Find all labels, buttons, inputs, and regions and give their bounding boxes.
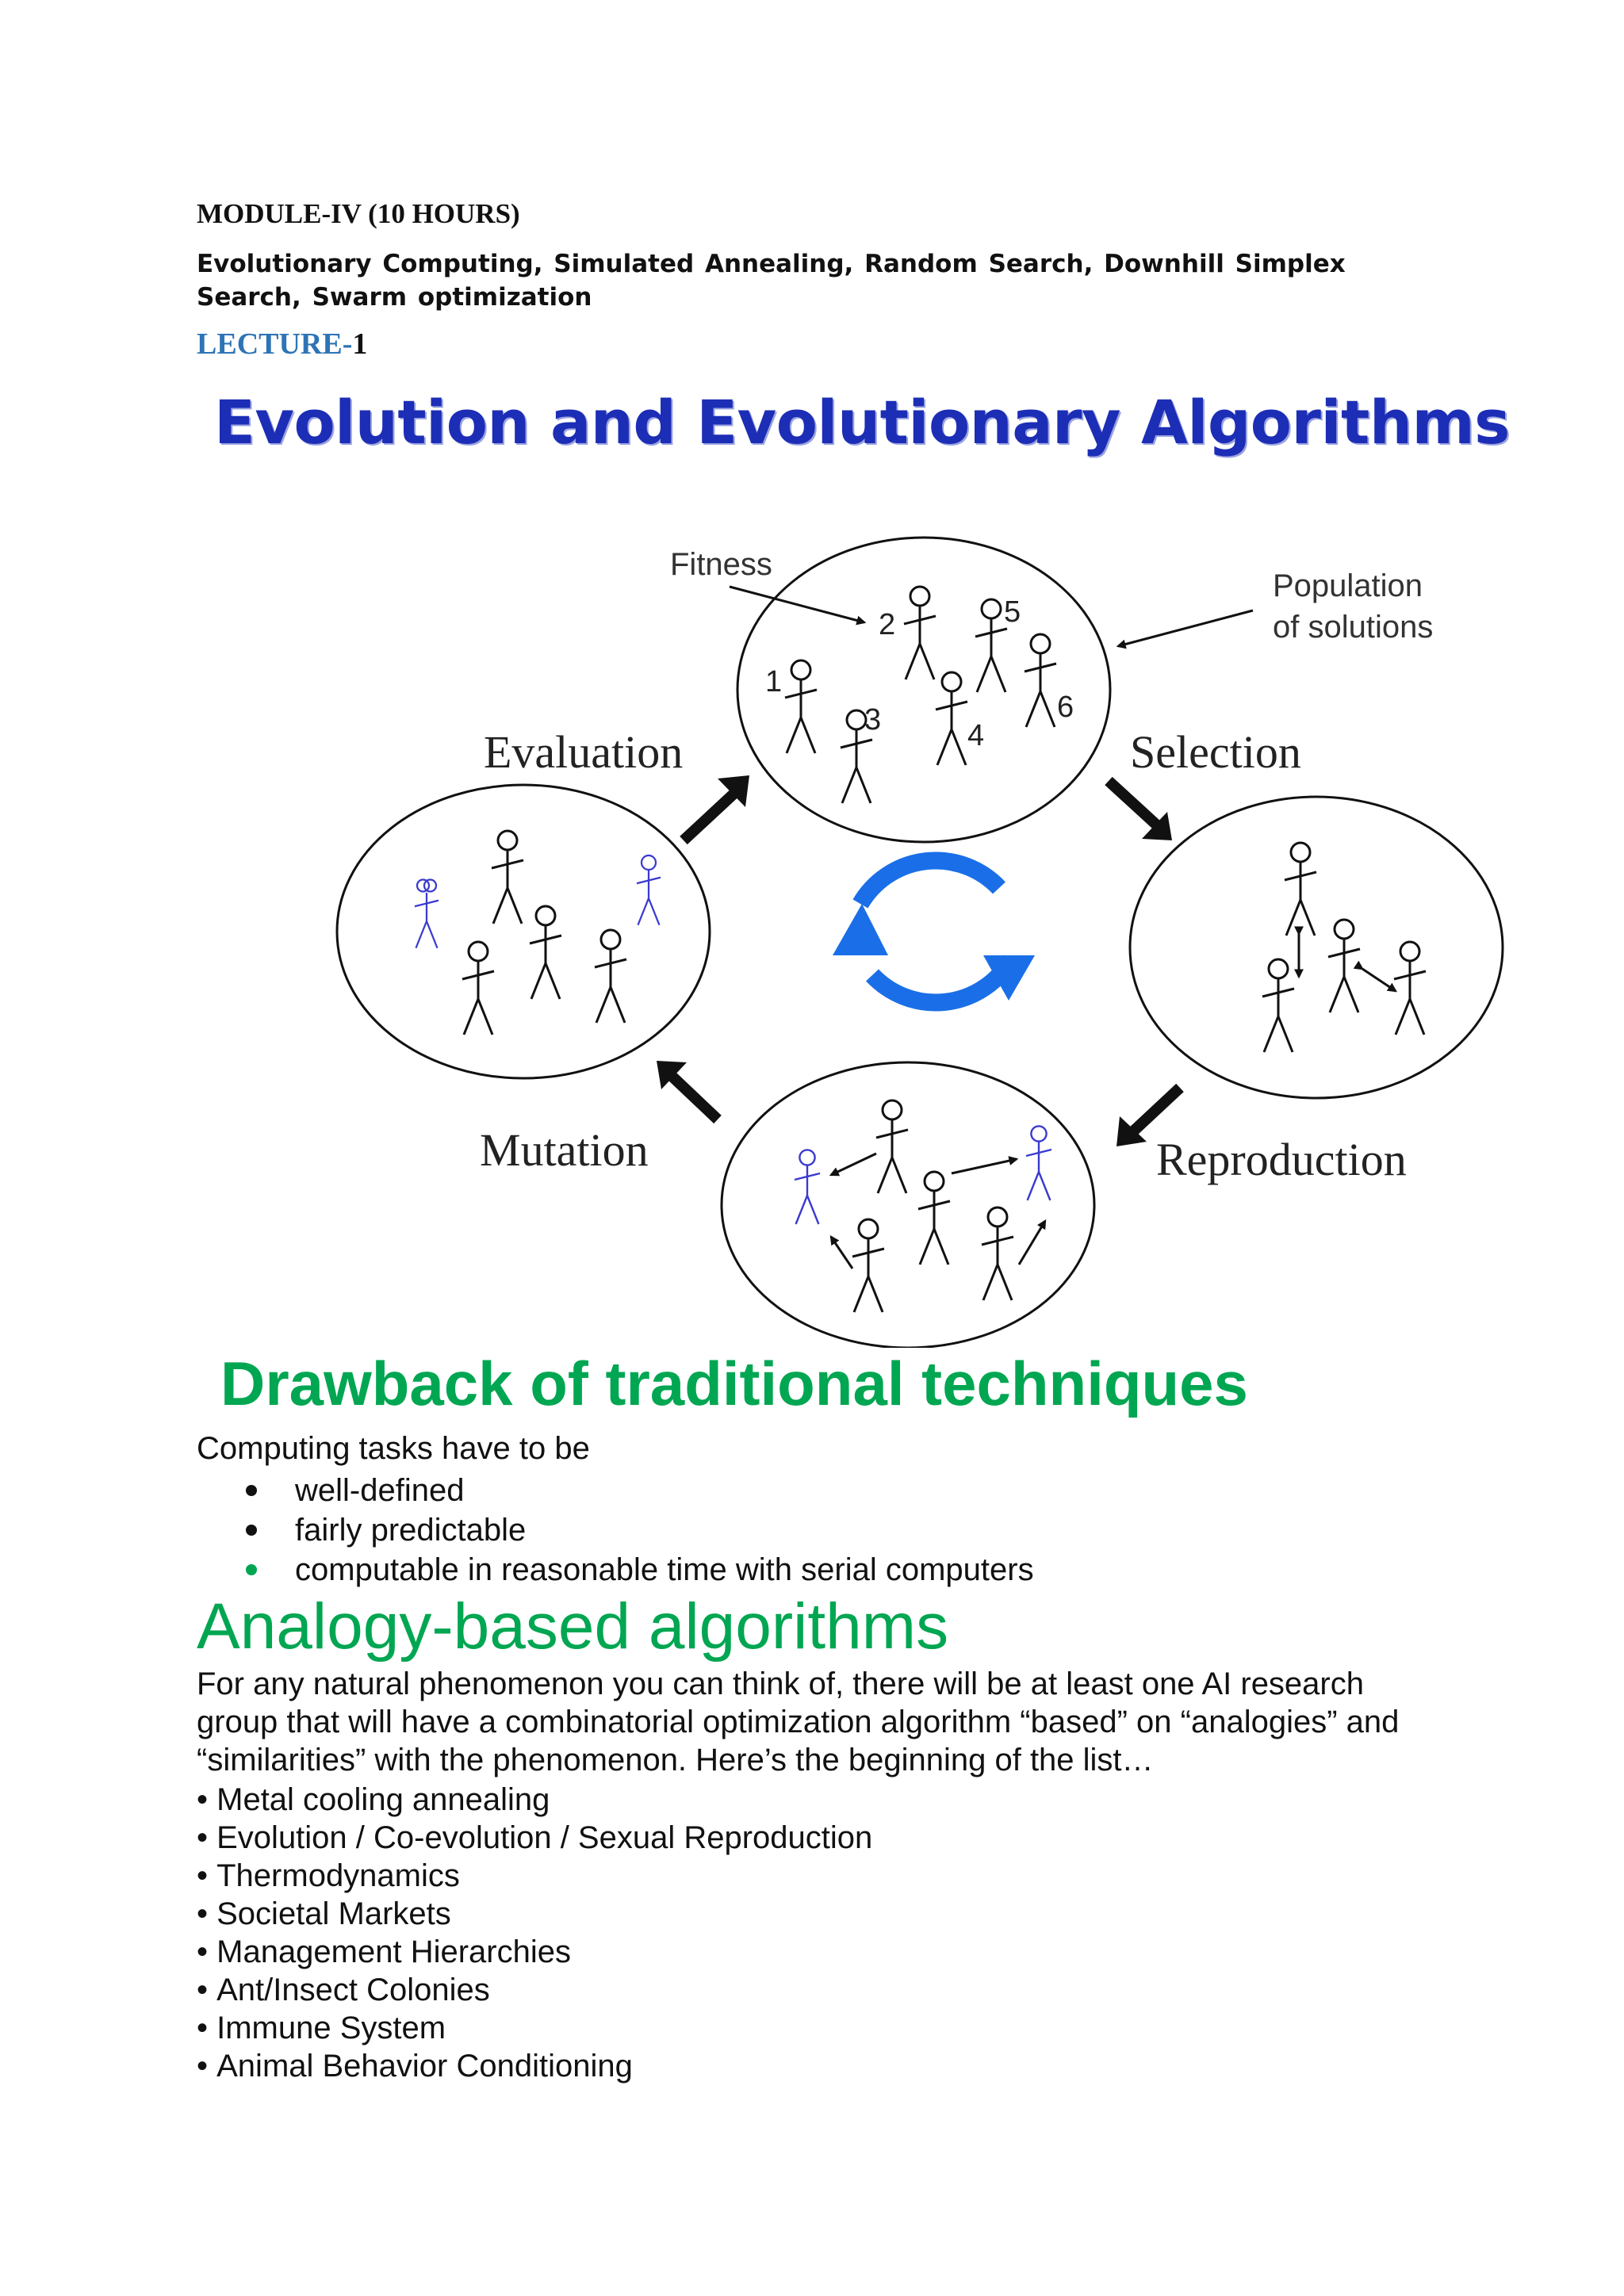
fitness-pointer-arrow bbox=[730, 587, 864, 622]
main-title: Evolution and Evolutionary Algorithms bbox=[214, 387, 1510, 457]
drawback-intro: Computing tasks have to be bbox=[197, 1431, 590, 1466]
stick-figure bbox=[918, 1172, 950, 1265]
evaluation-to-population-arrow bbox=[684, 775, 749, 840]
analogy-heading: Analogy-based algorithms bbox=[197, 1590, 949, 1663]
stick-figure bbox=[1328, 920, 1360, 1012]
list-item: • Animal Behavior Conditioning bbox=[197, 2047, 872, 2085]
population-to-selection-arrow bbox=[1109, 781, 1172, 840]
list-item: • Immune System bbox=[197, 2009, 872, 2047]
evaluation-label: Evaluation bbox=[484, 726, 684, 778]
stick-figure bbox=[1025, 634, 1056, 727]
fitness-label: Fitness bbox=[670, 547, 772, 582]
stick-figure bbox=[415, 880, 439, 948]
list-item: • Thermodynamics bbox=[197, 1857, 872, 1895]
bullet-icon bbox=[246, 1564, 257, 1575]
lecture-number: 1 bbox=[352, 327, 368, 361]
analogy-paragraph: For any natural phenomenon you can think of, there will be at least one AI research group that will have a combinatorial optimization algorithm “based” on “analogies” and “similarities” with the phenomenon. Here’s the beginning of the list… bbox=[197, 1667, 1400, 1777]
individual-number: 2 bbox=[879, 608, 896, 641]
evolution-cycle-diagram bbox=[0, 507, 1624, 1348]
stick-figure bbox=[1262, 959, 1294, 1052]
list-item: • Ant/Insect Colonies bbox=[197, 1971, 872, 2009]
stick-figure bbox=[876, 1100, 908, 1193]
drawback-list bbox=[246, 1471, 1034, 1590]
stick-figure bbox=[936, 672, 967, 765]
offspring-arrow bbox=[831, 1154, 876, 1175]
mutation-individuals bbox=[462, 831, 626, 1035]
selection-individuals bbox=[1262, 843, 1426, 1052]
reproduction-to-mutation-arrow bbox=[657, 1061, 718, 1119]
stick-figure bbox=[595, 930, 626, 1023]
mutation-ellipse bbox=[337, 785, 710, 1078]
stick-figure bbox=[904, 587, 936, 679]
stick-figure bbox=[492, 831, 523, 924]
list-item bbox=[246, 1510, 1034, 1550]
list-item bbox=[246, 1471, 1034, 1510]
individual-number: 1 bbox=[765, 665, 783, 698]
population-label-line2: of solutions bbox=[1273, 610, 1434, 645]
offspring-arrow bbox=[1019, 1221, 1045, 1265]
stick-figure bbox=[1026, 1126, 1051, 1200]
population-ellipse bbox=[737, 538, 1110, 842]
stick-figure bbox=[637, 855, 661, 925]
offspring-arrow bbox=[831, 1237, 852, 1269]
analogy-list bbox=[197, 1781, 872, 2085]
stick-figure bbox=[795, 1150, 820, 1224]
stick-figure bbox=[852, 1219, 884, 1312]
cycle-arrows-icon bbox=[833, 860, 1043, 1002]
stick-figure bbox=[975, 599, 1007, 692]
list-item-text: well-defined bbox=[295, 1473, 465, 1508]
pairing-arrow bbox=[1362, 969, 1396, 991]
lecture-label: LECTURE- bbox=[197, 327, 353, 361]
stick-figure bbox=[530, 906, 561, 999]
reproduction-label: Reproduction bbox=[1156, 1134, 1407, 1185]
bullet-icon bbox=[246, 1525, 257, 1536]
topics-list: Evolutionary Computing, Simulated Annealing, Random Search, Downhill Simplex Search, Swarm optimization bbox=[197, 250, 1346, 312]
stick-figure bbox=[1285, 843, 1316, 936]
stick-figure bbox=[982, 1207, 1013, 1300]
list-item-text: computable in reasonable time with serial computers bbox=[295, 1552, 1034, 1587]
individual-number: 3 bbox=[864, 703, 882, 737]
list-item: • Metal cooling annealing bbox=[197, 1781, 872, 1819]
module-heading: MODULE-IV (10 HOURS) bbox=[197, 198, 520, 229]
drawback-heading: Drawback of traditional techniques bbox=[220, 1349, 1248, 1418]
selection-label: Selection bbox=[1130, 726, 1301, 778]
list-item-text: fairly predictable bbox=[295, 1513, 527, 1548]
list-item bbox=[246, 1550, 1034, 1590]
stick-figure bbox=[462, 942, 494, 1035]
individual-number: 5 bbox=[1004, 595, 1021, 629]
mutation-label: Mutation bbox=[480, 1124, 649, 1176]
reproduction-individuals bbox=[831, 1100, 1045, 1312]
reproduction-ellipse bbox=[722, 1062, 1094, 1348]
bullet-icon bbox=[246, 1485, 257, 1496]
list-item: • Societal Markets bbox=[197, 1895, 872, 1933]
stick-figure bbox=[785, 660, 817, 753]
population-pointer-arrow bbox=[1118, 610, 1253, 646]
population-label-line1: Population bbox=[1273, 568, 1423, 603]
mutant-individuals bbox=[415, 855, 661, 948]
offspring-arrow bbox=[952, 1159, 1017, 1173]
individual-number: 4 bbox=[967, 719, 985, 752]
lecture-heading bbox=[197, 327, 367, 362]
list-item: • Management Hierarchies bbox=[197, 1933, 872, 1971]
stick-figure bbox=[1394, 942, 1426, 1035]
selection-ellipse bbox=[1130, 797, 1503, 1098]
list-item: • Evolution / Co-evolution / Sexual Reproduction bbox=[197, 1819, 872, 1857]
individual-number: 6 bbox=[1057, 691, 1074, 724]
